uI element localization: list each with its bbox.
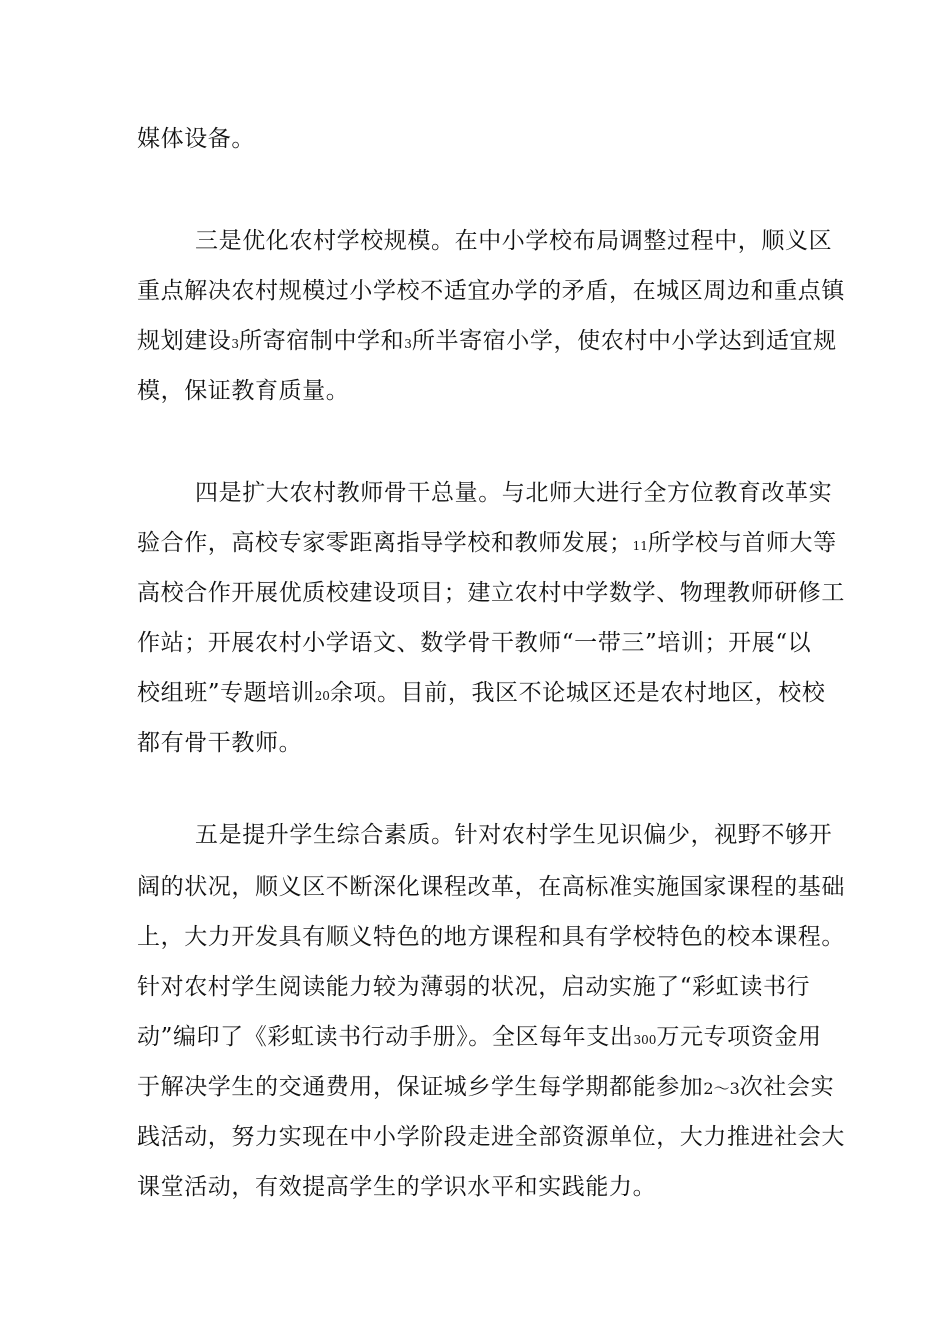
text-line: 校组班”专题培训20余项。目前，我区不论城区还是农村地区，校校: [137, 680, 826, 706]
text-line: 重点解决农村规模过小学校不适宜办学的矛盾，在城区周边和重点镇: [137, 278, 845, 304]
text-line: 都有骨干教师。: [137, 730, 303, 756]
text-line: 践活动，努力实现在中小学阶段走进全部资源单位，大力推进社会大: [137, 1124, 845, 1150]
text-line: 验合作，高校专家零距离指导学校和教师发展；11所学校与首师大等: [137, 530, 837, 556]
text-line: 作站；开展农村小学语文、数学骨干教师“一带三”培训；开展“以: [137, 630, 812, 656]
text-line: 模，保证教育质量。: [137, 378, 350, 404]
text-line: 阔的状况，顺义区不断深化课程改革，在高标准实施国家课程的基础: [137, 874, 845, 900]
text-line: 动”编印了《彩虹读书行动手册》。全区每年支出300万元专项资金用: [137, 1024, 822, 1050]
text-line: 于解决学生的交通费用，保证城乡学生每学期都能参加2〜3次社会实: [137, 1074, 835, 1100]
text-line: 针对农村学生阅读能力较为薄弱的状况，启动实施了“彩虹读书行: [137, 974, 811, 1000]
text-line: 规划建设3所寄宿制中学和3所半寄宿小学，使农村中小学达到适宜规: [137, 328, 837, 354]
text-line: 四是扩大农村教师骨干总量。与北师大进行全方位教育改革实: [195, 480, 833, 506]
text-line: 上，大力开发具有顺义特色的地方课程和具有学校特色的校本课程。: [137, 924, 845, 950]
text-line: 课堂活动，有效提高学生的学识水平和实践能力。: [137, 1174, 657, 1200]
text-line: 高校合作开展优质校建设项目；建立农村中学数学、物理教师研修工: [137, 580, 845, 606]
text-line: 三是优化农村学校规模。在中小学校布局调整过程中，顺义区: [195, 228, 833, 254]
text-line: 媒体设备。: [137, 126, 255, 152]
text-line: 五是提升学生综合素质。针对农村学生见识偏少，视野不够开: [195, 822, 833, 848]
